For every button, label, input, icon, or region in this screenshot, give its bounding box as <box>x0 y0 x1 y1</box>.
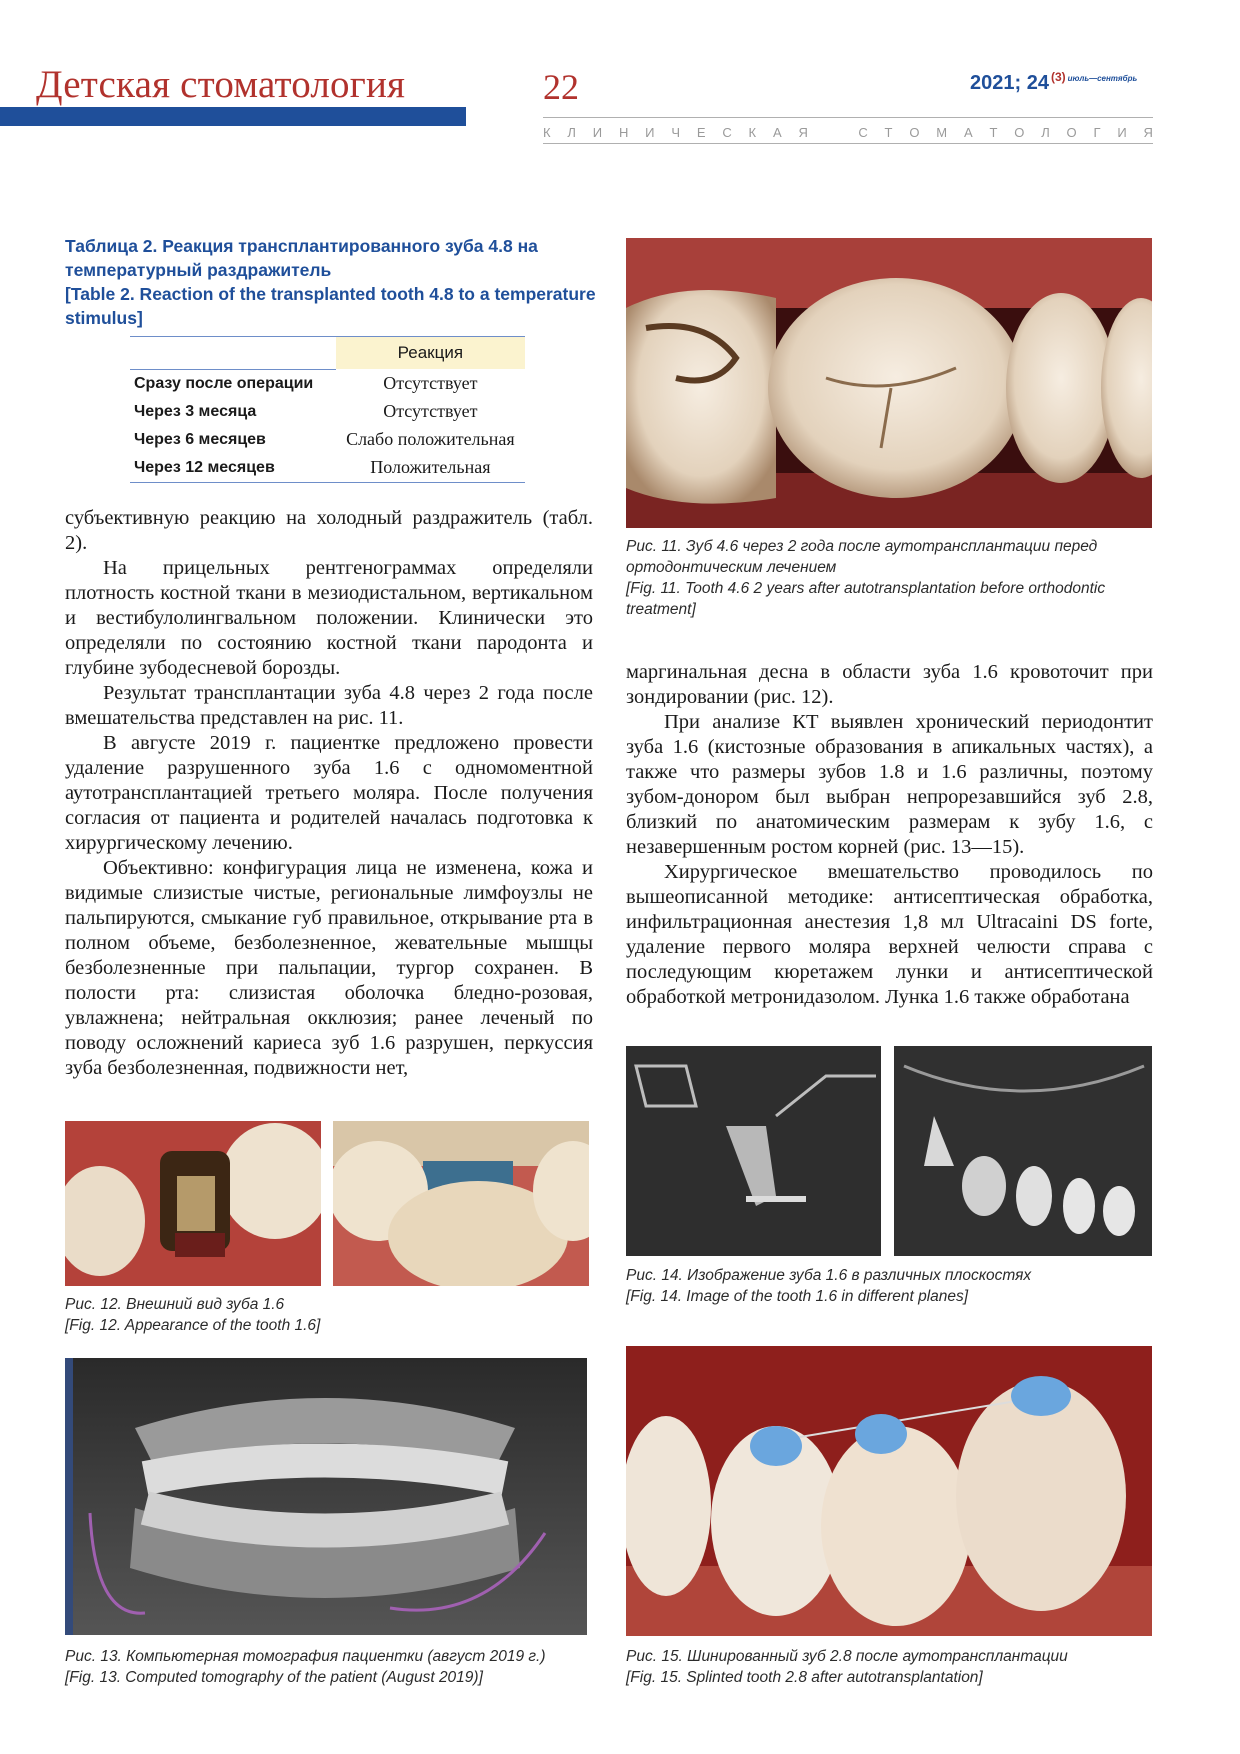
table-caption-en: [Table 2. Reaction of the transplanted tooth 4.8 to a temperature stimulus] <box>65 284 596 328</box>
paragraph: В августе 2019 г. пациентке предложено провести удаление разрушенного зуба 1.6 с одномоментной аутотрансплантацией третьего моляра. После получения согласия от пациента и родителей началась подготовка к хирургическому лечению. <box>65 732 593 854</box>
table-caption-ru: Таблица 2. Реакция трансплантированного зуба 4.8 на температурный раздражитель <box>65 236 538 280</box>
issue-info <box>970 70 1137 95</box>
rubric-letter: Я <box>1143 125 1153 140</box>
panoramic-xray-illustration <box>65 1358 587 1635</box>
figure-14-caption <box>626 1265 1153 1307</box>
paragraph: При анализе КТ выявлен хронический периодонтит зуба 1.6 (кистозные образования в апикальных частях), а также что размеры зубов 1.8 и 1.6 различны, поэтому зубом-донором был выбран непрорезавшийся зуб 2.8, близкий по анатомическим размерам к зубу 1.6, с незавершенным ростом корней (рис. 13—15). <box>626 711 1153 858</box>
figure-15-caption <box>626 1646 1153 1688</box>
figure-12-photo-right <box>333 1121 589 1286</box>
paragraph: маргинальная десна в области зуба 1.6 кровоточит при зондировании (рис. 12). <box>626 661 1153 708</box>
figure-13-panoramic-ct <box>65 1358 587 1635</box>
table-header-reaction: Реакция <box>336 337 525 370</box>
splinted-tooth-photo <box>626 1346 1152 1636</box>
header-rule-bottom <box>543 143 1153 144</box>
rubric-letter: О <box>909 125 920 140</box>
figure-12-caption-ru: Рис. 12. Внешний вид зуба 1.6 <box>65 1296 285 1313</box>
issue-number: (3) <box>1050 70 1066 84</box>
rubric-letter: О <box>1014 125 1025 140</box>
table-caption <box>65 234 605 330</box>
table-row <box>130 426 525 454</box>
figure-15-caption-ru: Рис. 15. Шинированный зуб 2.8 после аутотрансплантации <box>626 1648 1068 1665</box>
figure-14-caption-ru: Рис. 14. Изображение зуба 1.6 в различных плоскостях <box>626 1267 1032 1284</box>
rubric-letter: К <box>748 125 757 140</box>
figure-15-caption-en: [Fig. 15. Splinted tooth 2.8 after autotransplantation] <box>626 1669 983 1686</box>
reaction-table <box>130 336 525 483</box>
rubric <box>543 125 1153 140</box>
figure-13-caption-en: [Fig. 13. Computed tomography of the patient (August 2019)] <box>65 1669 483 1686</box>
table-cell-period: Через 3 месяца <box>134 402 257 420</box>
rubric-letter: А <box>772 125 782 140</box>
rubric-letter: Н <box>618 125 629 140</box>
rubric-letter: О <box>1066 125 1077 140</box>
table-cell-reaction: Положительная <box>336 454 525 483</box>
figure-14-caption-en: [Fig. 14. Image of the tooth 1.6 in different planes] <box>626 1288 969 1305</box>
occlusion-photo <box>333 1121 589 1286</box>
table-row <box>130 454 525 483</box>
paragraph: Объективно: конфигурация лица не изменена, кожа и видимые слизистые чистые, региональные лимфоузлы не пальпируются, смыкание губ правильное, открывание рта в полном объеме, безболезненное, жевательные мышцы безболезненные при пальпации, тургор сохранен. В полости рта: слизистая оболочка бледно-розовая, увлажнена; нейтральная окклюзия; ранее леченый по поводу осложнений кариеса зуб 1.6 разрушен, перкуссия зуба безболезненная, подвижности нет, <box>65 857 593 1079</box>
rubric-letter: Т <box>884 125 893 140</box>
table-cell-period: Через 12 месяцев <box>130 454 336 483</box>
issue-year: 2021; 24 <box>970 72 1049 94</box>
table-header-empty <box>130 337 336 370</box>
rubric-letter: Т <box>989 125 998 140</box>
figure-11-caption <box>626 536 1153 620</box>
figure-11-photo <box>626 238 1152 528</box>
rubric-letter: И <box>592 125 603 140</box>
left-column-text <box>65 506 593 1081</box>
figure-12-caption <box>65 1294 593 1336</box>
table-cell-reaction: Отсутствует <box>383 401 478 421</box>
rubric-letter: Л <box>567 125 576 140</box>
figure-14-ct-left <box>626 1046 881 1256</box>
rubric-letter: К <box>543 125 551 140</box>
table-header-row <box>130 337 525 370</box>
rubric-letter: Е <box>696 125 706 140</box>
ct-slice-illustration <box>626 1046 881 1256</box>
figure-13-caption <box>65 1646 593 1688</box>
paragraph: На прицельных рентгенограммах определяли плотность костной ткани в мезиодистальном, вертикальном и вестибулолингвальном положении. Клинически это определяли по состоянию костной ткани пародонта и глубине зубодесневой борозды. <box>65 557 593 679</box>
rubric-letter: М <box>936 125 948 140</box>
rubric-letter: Г <box>1093 125 1101 140</box>
rubric-letter: С <box>722 125 732 140</box>
rubric-letter: Я <box>798 125 808 140</box>
paragraph: Результат трансплантации зуба 4.8 через 2 года после вмешательства представлен на рис. 11. <box>65 682 593 729</box>
paragraph: Хирургическое вмешательство проводилось по вышеописанной методике: антисептическая обработка, инфильтрационная анестезия 1,8 мл Ultracaini DS forte, удаление первого моляра верхней челюсти справа с последующим кюретажем лунки и антисептической обработкой метронидазолом. Лунка 1.6 также обработана <box>626 861 1153 1008</box>
page-number: 22 <box>543 67 579 107</box>
rubric-letter: А <box>963 125 973 140</box>
right-column-text <box>626 660 1153 1010</box>
table-cell-period: Через 6 месяцев <box>134 430 266 448</box>
figure-11-caption-ru: Рис. 11. Зуб 4.6 через 2 года после аутотрансплантации перед ортодонтическим лечением <box>626 538 1098 576</box>
issue-months: июль—сентябрь <box>1067 74 1138 83</box>
figure-15-photo <box>626 1346 1152 1636</box>
table-row <box>130 369 525 398</box>
header-rule-top <box>543 117 1153 118</box>
molars-photo-illustration <box>626 238 1152 528</box>
figure-13-caption-ru: Рис. 13. Компьютерная томография пациентки (август 2019 г.) <box>65 1648 546 1665</box>
destroyed-tooth-photo <box>65 1121 321 1286</box>
figure-14-ct-right <box>894 1046 1152 1256</box>
figure-12-caption-en: [Fig. 12. Appearance of the tooth 1.6] <box>65 1317 321 1334</box>
journal-title: Детская стоматология <box>36 63 406 106</box>
rubric-letter: И <box>645 125 655 140</box>
figure-12-photo-left <box>65 1121 321 1286</box>
rubric-letter: Ч <box>671 125 680 140</box>
header-color-bar <box>0 107 466 126</box>
paragraph: субъективную реакцию на холодный раздражитель (табл. 2). <box>65 507 593 554</box>
table-row <box>130 398 525 426</box>
rubric-letter: Л <box>1041 125 1050 140</box>
table-cell-reaction: Слабо положительная <box>346 429 515 449</box>
rubric-letter: С <box>858 125 868 140</box>
figure-11-caption-en: [Fig. 11. Tooth 4.6 2 years after autotransplantation before orthodontic treatment] <box>626 580 1106 618</box>
ct-slice-illustration <box>894 1046 1152 1256</box>
table-cell-period: Сразу после операции <box>134 374 314 392</box>
rubric-letter: И <box>1117 125 1127 140</box>
table-cell-reaction: Отсутствует <box>383 372 478 393</box>
